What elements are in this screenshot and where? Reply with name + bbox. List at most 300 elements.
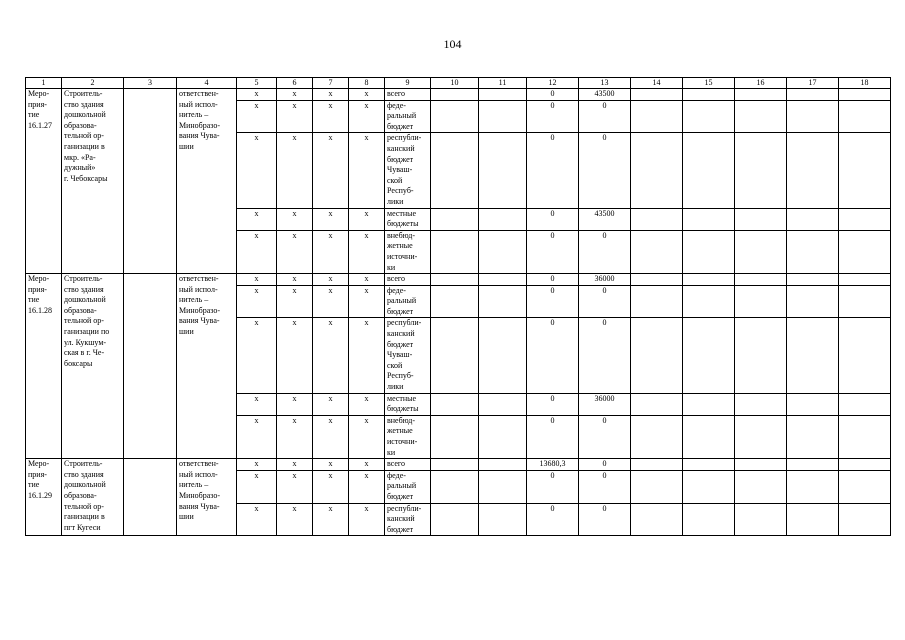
funding-source-cell [385,133,431,208]
funding-source-line: местные [387,208,417,218]
mark-cell: x [277,274,313,286]
funding-source-line: ральный [387,111,417,121]
mark-cell: x [313,318,349,393]
funding-source-line: бюджет [387,524,414,534]
column-11-cell [479,393,527,415]
funding-source-line: феде- [387,100,406,110]
mark-cell: x [277,459,313,471]
mark-cell: x [349,274,385,286]
column-11-cell [479,133,527,208]
mark-cell: x [349,503,385,536]
measure-name-line: тельной ор- [64,501,104,511]
funding-source-line: внебюд- [387,230,415,240]
column-10-cell [431,318,479,393]
mark-cell: x [313,274,349,286]
measure-code-cell [26,459,62,536]
measure-name-line: образова- [64,120,97,130]
mark-cell: x [349,89,385,101]
measure-name-line: дошкольной [64,480,106,490]
column-17-cell [787,459,839,471]
mark-cell: x [313,393,349,415]
mark-cell: x [349,459,385,471]
executor-line: шии [179,327,194,337]
column-15-cell [683,318,735,393]
mark-cell: x [277,230,313,273]
executor-line: ный испол- [179,99,218,109]
measure-name-line: ганизации по [64,327,110,337]
column-18-cell [839,208,891,230]
column-18-cell [839,285,891,318]
column-15-cell [683,274,735,286]
page-number: 104 [443,37,462,51]
measure-code-line: 16.1.28 [28,305,52,315]
measure-code-line: тие [28,110,40,120]
column-18-cell [839,459,891,471]
table-row [26,459,891,471]
column-18-cell [839,318,891,393]
funding-source-cell [385,100,431,133]
column-15-cell [683,415,735,458]
column-10-cell [431,208,479,230]
measure-code-line: 16.1.29 [28,490,52,500]
table-row [26,89,891,101]
measure-name-cell [62,89,124,274]
measure-name-line: Строитель- [64,89,103,98]
measure-name-line: тельной ор- [64,131,104,141]
measure-name-cell [62,459,124,536]
column-18-cell [839,415,891,458]
column-number-12: 12 [527,78,579,89]
mark-cell: x [349,415,385,458]
measure-name-line: ство здания [64,99,104,109]
measure-name-line: ганизации в [64,141,105,151]
column-number-8: 8 [349,78,385,89]
funding-source-line: ки [387,262,396,272]
executor-line: ответствен- [179,89,219,98]
column-18-cell [839,470,891,503]
column-number-9: 9 [385,78,431,89]
funding-source-line: канский [387,329,415,339]
measure-name-line: дошкольной [64,295,106,305]
funding-source-line: внебюд- [387,415,415,425]
executor-line: ответствен- [179,274,219,284]
column-15-cell [683,285,735,318]
budget-table [25,77,891,536]
mark-cell: x [277,503,313,536]
measure-name-line: дужный» [64,163,96,173]
value-c13-cell: 36000 [579,393,631,415]
column-14-cell [631,318,683,393]
column-14-cell [631,503,683,536]
column-11-cell [479,100,527,133]
executor-line: вания Чува- [179,131,220,141]
column-10-cell [431,393,479,415]
column-14-cell [631,208,683,230]
column-18-cell [839,393,891,415]
mark-cell: x [277,393,313,415]
column-16-cell [735,208,787,230]
column-14-cell [631,459,683,471]
column-15-cell [683,459,735,471]
column-17-cell [787,503,839,536]
funding-source-line: лики [387,382,404,392]
executor-line: ный испол- [179,469,218,479]
column-3-cell-cell [124,459,177,536]
mark-cell: x [237,503,277,536]
value-c13-cell: 0 [579,415,631,458]
column-16-cell [735,133,787,208]
column-17-cell [787,230,839,273]
funding-source-cell [385,285,431,318]
funding-source-line: всего [387,89,406,98]
measure-code-line: тие [28,295,40,305]
column-number-15: 15 [683,78,735,89]
column-number-13: 13 [579,78,631,89]
funding-source-line: бюджет [387,154,414,164]
column-14-cell [631,133,683,208]
column-number-7: 7 [313,78,349,89]
executor-line: вания Чува- [179,316,220,326]
funding-source-line: бюджеты [387,404,419,414]
funding-source-cell [385,503,431,536]
value-c12-cell: 0 [527,415,579,458]
mark-cell: x [237,89,277,101]
funding-source-line: Чуваш- [387,165,413,175]
mark-cell: x [349,318,385,393]
measure-name-line: Строитель- [64,274,103,284]
executor-cell [177,274,237,459]
funding-source-line: бюджеты [387,219,419,229]
column-number-1: 1 [26,78,62,89]
column-number-4: 4 [177,78,237,89]
value-c13-cell: 0 [579,318,631,393]
column-18-cell [839,89,891,101]
mark-cell: x [349,393,385,415]
funding-source-line: ской [387,175,403,185]
value-c12-cell: 0 [527,230,579,273]
column-14-cell [631,470,683,503]
mark-cell: x [349,470,385,503]
column-number-3: 3 [124,78,177,89]
funding-source-cell [385,415,431,458]
value-c13-cell: 0 [579,459,631,471]
executor-line: Минобразо- [179,490,221,500]
mark-cell: x [313,415,349,458]
column-11-cell [479,459,527,471]
measure-name-line: образова- [64,305,97,315]
mark-cell: x [237,415,277,458]
value-c12-cell: 0 [527,318,579,393]
measure-name-line: г. Чебоксары [64,173,108,183]
column-15-cell [683,100,735,133]
column-11-cell [479,415,527,458]
column-16-cell [735,274,787,286]
column-11-cell [479,230,527,273]
measure-name-line: ство здания [64,469,104,479]
column-number-16: 16 [735,78,787,89]
value-c12-cell: 0 [527,100,579,133]
column-10-cell [431,133,479,208]
column-10-cell [431,459,479,471]
column-14-cell [631,285,683,318]
executor-cell [177,459,237,536]
column-17-cell [787,133,839,208]
mark-cell: x [313,470,349,503]
mark-cell: x [277,208,313,230]
funding-source-line: ральный [387,296,417,306]
measure-name-line: дошкольной [64,110,106,120]
column-15-cell [683,470,735,503]
executor-cell [177,89,237,274]
funding-source-cell [385,230,431,273]
executor-line: ный испол- [179,284,218,294]
column-10-cell [431,415,479,458]
mark-cell: x [313,100,349,133]
column-18-cell [839,503,891,536]
measure-name-line: образова- [64,490,97,500]
measure-code-line: 16.1.27 [28,120,52,130]
column-17-cell [787,89,839,101]
column-10-cell [431,100,479,133]
mark-cell: x [313,285,349,318]
value-c13-cell: 0 [579,100,631,133]
measure-code-line: тие [28,480,40,490]
funding-source-cell [385,274,431,286]
funding-source-cell [385,89,431,101]
column-16-cell [735,285,787,318]
column-16-cell [735,230,787,273]
column-number-5: 5 [237,78,277,89]
value-c13-cell: 0 [579,133,631,208]
mark-cell: x [313,503,349,536]
column-11-cell [479,318,527,393]
column-15-cell [683,133,735,208]
column-17-cell [787,318,839,393]
column-11-cell [479,470,527,503]
value-c12-cell: 0 [527,89,579,101]
funding-source-line: феде- [387,470,406,480]
funding-source-line: лики [387,196,404,206]
funding-source-cell [385,470,431,503]
measure-name-line: тельной ор- [64,316,104,326]
measure-code-cell [26,274,62,459]
column-11-cell [479,208,527,230]
measure-code-line: Меро- [28,459,50,469]
funding-source-line: всего [387,459,406,469]
value-c13-cell: 0 [579,230,631,273]
column-number-14: 14 [631,78,683,89]
column-15-cell [683,393,735,415]
column-16-cell [735,459,787,471]
column-16-cell [735,470,787,503]
value-c13-cell: 0 [579,285,631,318]
measure-name-line: боксары [64,358,93,368]
column-17-cell [787,274,839,286]
column-number-18: 18 [839,78,891,89]
column-10-cell [431,285,479,318]
column-14-cell [631,100,683,133]
value-c12-cell: 0 [527,393,579,415]
column-17-cell [787,393,839,415]
mark-cell: x [277,318,313,393]
funding-source-line: бюджет [387,491,414,501]
funding-source-line: бюджет [387,306,414,316]
mark-cell: x [237,274,277,286]
funding-source-line: ки [387,447,396,457]
column-10-cell [431,230,479,273]
executor-line: нитель – [179,295,209,305]
value-c13-cell: 36000 [579,274,631,286]
funding-source-line: канский [387,143,415,153]
column-16-cell [735,100,787,133]
mark-cell: x [277,89,313,101]
executor-line: Минобразо- [179,120,221,130]
column-11-cell [479,89,527,101]
executor-line: шии [179,141,194,151]
column-10-cell [431,470,479,503]
column-18-cell [839,274,891,286]
measure-name-line: мкр. «Ра- [64,152,96,162]
measure-code-line: прия- [28,284,47,294]
mark-cell: x [277,100,313,133]
funding-source-line: республи- [387,133,422,143]
funding-source-line: ской [387,360,403,370]
executor-line: шии [179,512,194,522]
mark-cell: x [313,230,349,273]
mark-cell: x [277,133,313,208]
value-c12-cell: 0 [527,470,579,503]
measure-name-line: ул. Кукшум- [64,337,107,347]
column-number-10: 10 [431,78,479,89]
column-14-cell [631,415,683,458]
column-14-cell [631,393,683,415]
column-15-cell [683,208,735,230]
column-number-row [26,78,891,89]
funding-source-line: бюджет [387,339,414,349]
column-18-cell [839,100,891,133]
mark-cell: x [277,285,313,318]
mark-cell: x [349,285,385,318]
column-16-cell [735,503,787,536]
executor-line: нитель – [179,110,209,120]
value-c13-cell: 43500 [579,89,631,101]
executor-line: вания Чува- [179,501,220,511]
mark-cell: x [349,100,385,133]
value-c13-cell: 0 [579,470,631,503]
executor-line: ответствен- [179,459,219,469]
value-c12-cell: 0 [527,285,579,318]
column-15-cell [683,89,735,101]
value-c12-cell: 0 [527,208,579,230]
table-row [26,274,891,286]
funding-source-cell [385,393,431,415]
column-18-cell [839,133,891,208]
mark-cell: x [237,133,277,208]
mark-cell: x [313,133,349,208]
measure-code-line: прия- [28,99,47,109]
mark-cell: x [237,459,277,471]
value-c12-cell: 13680,3 [527,459,579,471]
column-17-cell [787,208,839,230]
column-11-cell [479,274,527,286]
column-17-cell [787,100,839,133]
column-16-cell [735,393,787,415]
funding-source-line: бюджет [387,121,414,131]
funding-source-cell [385,208,431,230]
executor-line: нитель – [179,480,209,490]
funding-source-line: республи- [387,318,422,328]
value-c13-cell: 43500 [579,208,631,230]
mark-cell: x [313,89,349,101]
measure-code-line: Меро- [28,89,50,98]
mark-cell: x [237,285,277,318]
column-17-cell [787,415,839,458]
column-17-cell [787,285,839,318]
measure-code-line: прия- [28,469,47,479]
funding-source-line: ральный [387,481,417,491]
column-14-cell [631,274,683,286]
measure-name-line: ганизации в [64,512,105,522]
funding-source-line: местные [387,393,417,403]
column-11-cell [479,285,527,318]
funding-source-line: республи- [387,503,422,513]
funding-source-line: источни- [387,437,418,446]
column-14-cell [631,230,683,273]
funding-source-line: жетные [387,426,413,436]
column-15-cell [683,503,735,536]
column-number-11: 11 [479,78,527,89]
column-18-cell [839,230,891,273]
value-c12-cell: 0 [527,274,579,286]
table-body [26,78,891,536]
mark-cell: x [313,459,349,471]
funding-source-line: Респуб- [387,371,414,381]
funding-source-line: Респуб- [387,186,414,196]
mark-cell: x [277,470,313,503]
mark-cell: x [237,393,277,415]
measure-name-line: ская в г. Че- [64,348,105,358]
measure-name-line: пгт Кугеси [64,522,101,532]
column-10-cell [431,503,479,536]
column-16-cell [735,318,787,393]
column-number-6: 6 [277,78,313,89]
mark-cell: x [349,208,385,230]
mark-cell: x [237,230,277,273]
column-16-cell [735,89,787,101]
value-c12-cell: 0 [527,133,579,208]
mark-cell: x [277,415,313,458]
mark-cell: x [237,318,277,393]
mark-cell: x [237,208,277,230]
value-c13-cell: 0 [579,503,631,536]
column-11-cell [479,503,527,536]
column-14-cell [631,89,683,101]
measure-name-cell [62,274,124,459]
mark-cell: x [349,230,385,273]
funding-source-line: Чуваш- [387,350,413,360]
mark-cell: x [237,470,277,503]
funding-source-line: жетные [387,241,413,251]
column-15-cell [683,230,735,273]
funding-source-line: феде- [387,285,406,295]
column-3-cell-cell [124,89,177,274]
measure-name-line: ство здания [64,284,104,294]
funding-source-cell [385,318,431,393]
measure-code-cell [26,89,62,274]
column-10-cell [431,274,479,286]
mark-cell: x [237,100,277,133]
column-number-2: 2 [62,78,124,89]
